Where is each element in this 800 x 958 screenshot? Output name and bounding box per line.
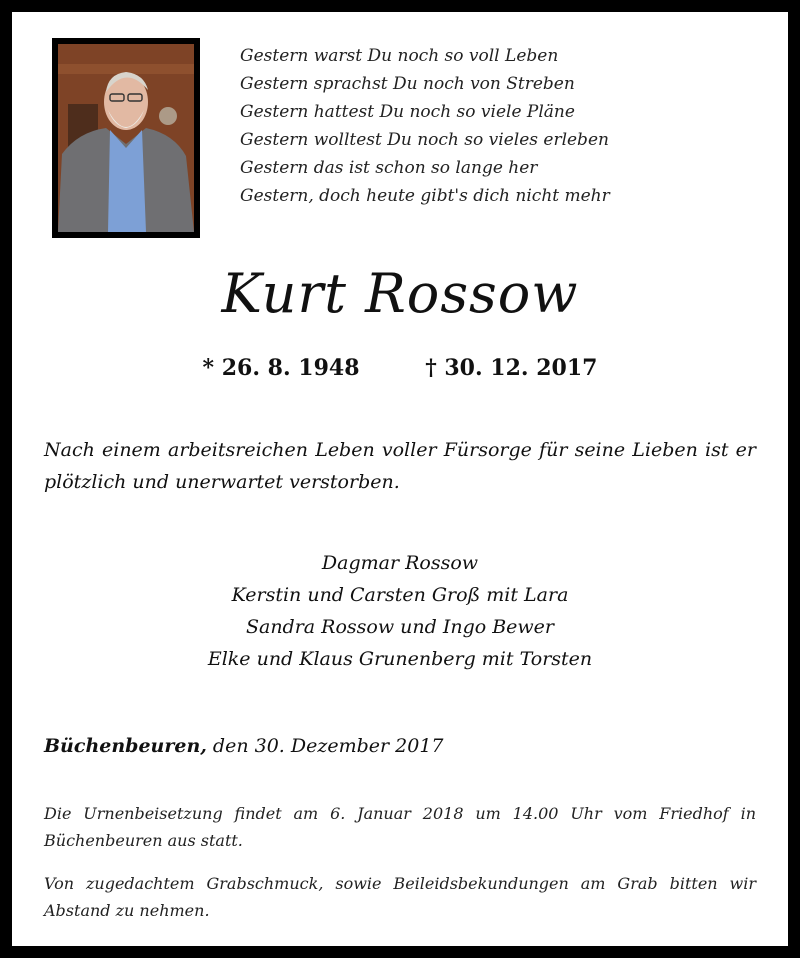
poem-line: Gestern, doch heute gibt's dich nicht mehr (240, 186, 610, 206)
deceased-name: Kurt Rossow (221, 262, 579, 325)
portrait-illustration (58, 44, 194, 232)
mourner: Sandra Rossow und Ingo Bewer (245, 616, 555, 638)
burial-notice: Die Urnenbeisetzung findet am 6. Januar 2018 um 14.00 Uhr vom Friedhof in Büchenbeuren aus statt. (44, 804, 756, 850)
portrait-photo (58, 44, 194, 232)
place: Büchenbeuren, (44, 735, 207, 757)
place-date-line (44, 735, 756, 757)
mourners-list (12, 547, 788, 675)
mourner: Kerstin und Carsten Groß mit Lara (231, 584, 569, 606)
condolence-notice: Von zugedachtem Grabschmuck, sowie Beileidsbekundungen am Grab bitten wir Abstand zu nehmen. (44, 874, 756, 920)
mourner: Elke und Klaus Grunenberg mit Torsten (207, 648, 593, 670)
poem (240, 42, 610, 210)
poem-line: Gestern sprachst Du noch von Streben (240, 74, 575, 94)
birth-date: * 26. 8. 1948 (202, 355, 360, 381)
date: den 30. Dezember 2017 (212, 735, 444, 757)
portrait-frame (52, 38, 200, 238)
life-dates (12, 355, 788, 381)
poem-line: Gestern wolltest Du noch so vieles erleben (240, 130, 609, 150)
poem-line: Gestern hattest Du noch so viele Pläne (240, 102, 575, 122)
poem-line: Gestern warst Du noch so voll Leben (240, 46, 559, 66)
mourner: Dagmar Rossow (321, 552, 479, 574)
obituary-card (12, 12, 788, 946)
poem-line: Gestern das ist schon so lange her (240, 158, 538, 178)
death-date: † 30. 12. 2017 (425, 355, 598, 381)
main-text: Nach einem arbeitsreichen Leben voller Fürsorge für seine Lieben ist er plötzlich und unerwartet verstorben. (44, 439, 756, 493)
